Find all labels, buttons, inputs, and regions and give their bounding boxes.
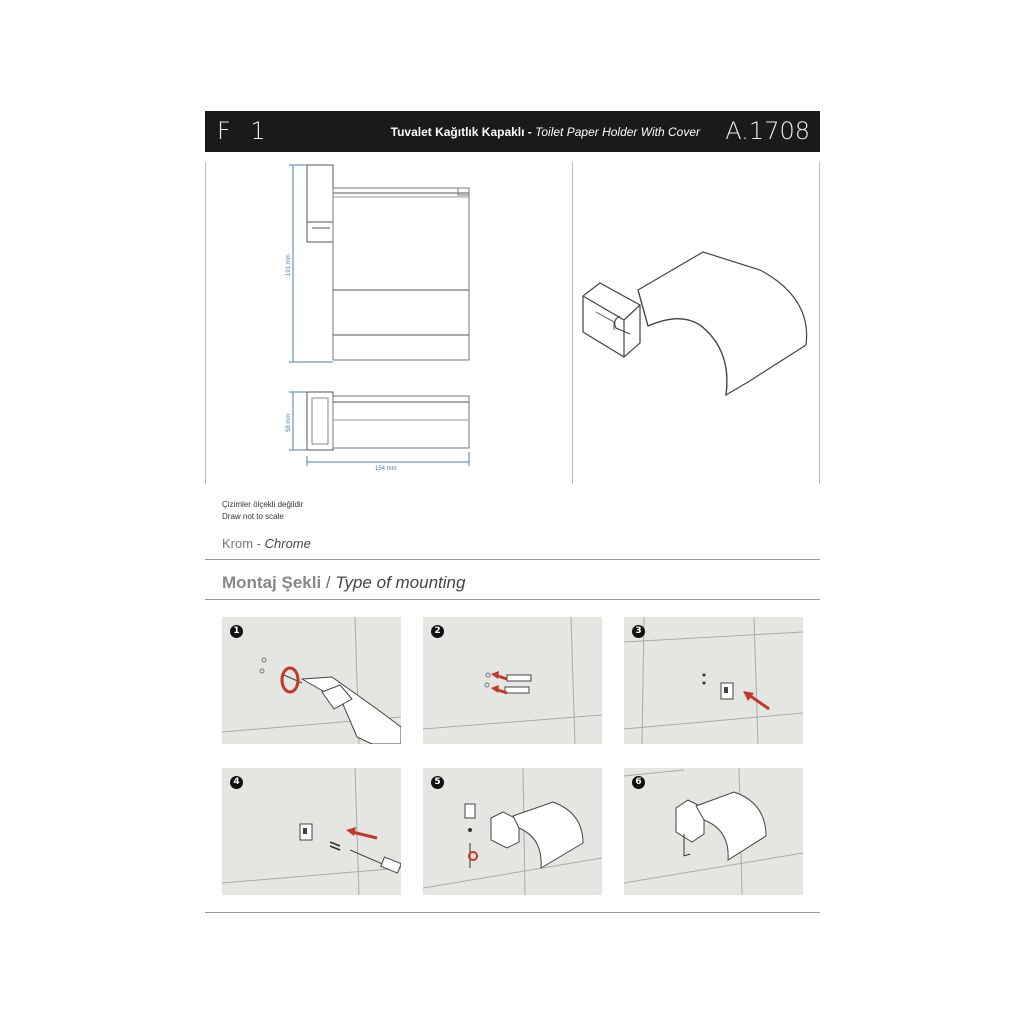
product-title (391, 125, 700, 139)
mounting-title-turkish: Montaj Şekli (222, 573, 322, 592)
depth-dimension: 58 mm (286, 413, 292, 432)
mounting-step-6 (624, 768, 803, 895)
mounting-title-english: Type of mounting (335, 573, 466, 592)
title-separator: - (524, 125, 536, 139)
mounting-step-2 (423, 617, 602, 744)
mounting-step-1 (222, 617, 401, 744)
step-number-1: 1 (230, 625, 243, 638)
mounting-title-slash: / (321, 573, 336, 592)
header-bar (205, 111, 820, 152)
scale-note-english: Draw not to scale (222, 512, 284, 521)
step-number-2: 2 (431, 625, 444, 638)
divider-mounting (205, 599, 820, 600)
title-english: Toilet Paper Holder With Cover (535, 125, 700, 139)
step-number-6: 6 (632, 776, 645, 789)
technical-drawings (205, 152, 820, 484)
title-turkish: Tuvalet Kağıtlık Kapaklı (390, 125, 525, 139)
step-number-4: 4 (230, 776, 243, 789)
scale-note-turkish: Çizimler ölçekli değildir (222, 500, 304, 509)
finish-separator: - (253, 536, 265, 551)
width-dimension: 154 mm (375, 466, 397, 472)
divider-finish (205, 559, 820, 560)
finish-label (222, 536, 311, 551)
mounting-step-3 (624, 617, 803, 744)
divider-left (205, 162, 206, 484)
model-number: A.1708 (725, 117, 810, 145)
mounting-step-4 (222, 768, 401, 895)
series-code: F 1 (217, 117, 272, 145)
mounting-title (222, 573, 465, 593)
finish-english: Chrome (264, 536, 311, 551)
height-dimension: 191 mm (286, 254, 292, 276)
divider-middle (572, 162, 573, 484)
divider-right (819, 162, 820, 484)
finish-turkish: Krom (222, 536, 254, 551)
step-number-3: 3 (632, 625, 645, 638)
mounting-step-5 (423, 768, 602, 895)
divider-bottom (205, 912, 820, 913)
step-number-5: 5 (431, 776, 444, 789)
